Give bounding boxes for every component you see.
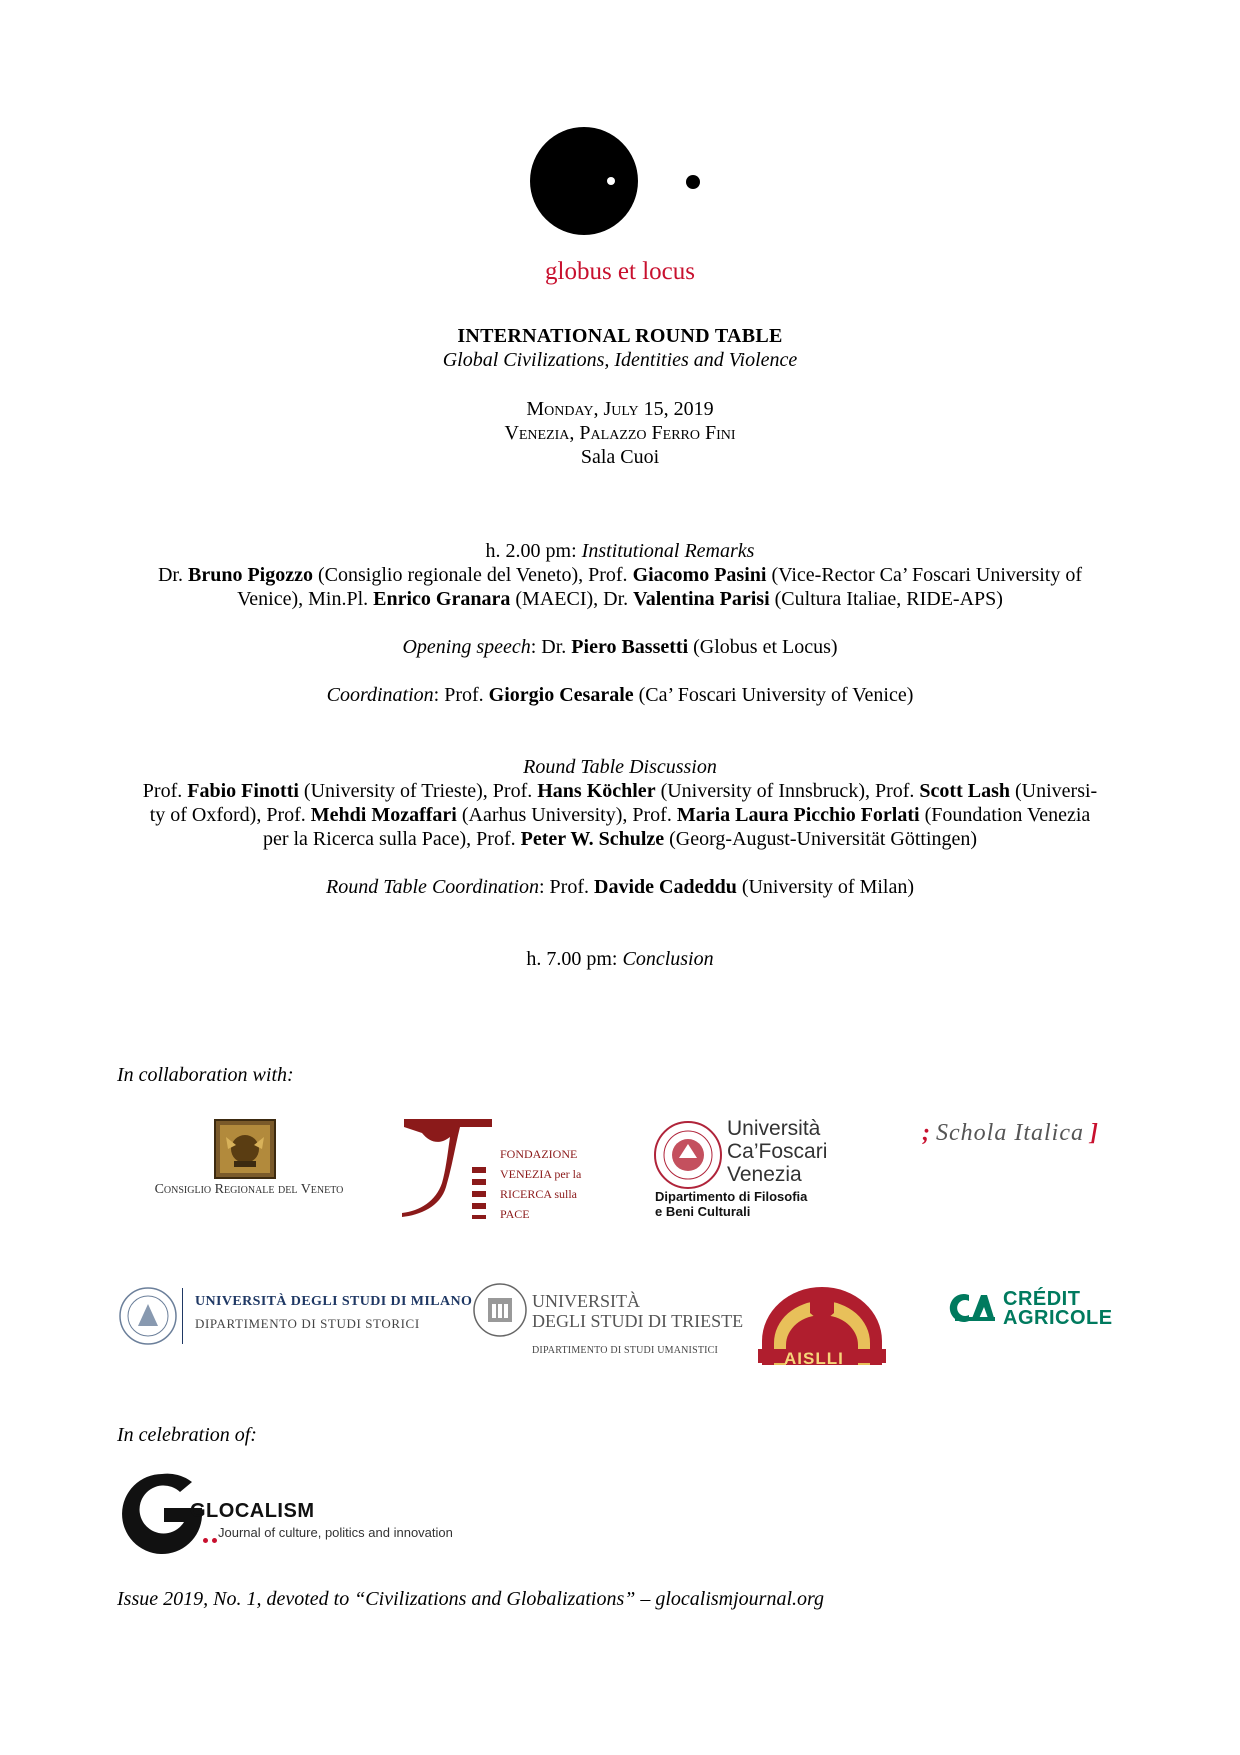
schola-close-mark: ] [1089,1120,1098,1146]
trieste-department: DIPARTIMENTO DI STUDI UMANISTICI [532,1345,719,1356]
red-dot-icon [203,1538,208,1543]
session-institutional [120,539,1120,611]
credit-agricole-wordmark: CRÉDIT AGRICOLE [1003,1288,1113,1329]
collaboration-label: In collaboration with: [117,1064,294,1086]
trieste-wordmark: UNIVERSITÀ DEGLI STUDI DI TRIESTE [532,1291,744,1331]
cafoscari-seal-icon [653,1120,723,1190]
round-table-heading: Round Table Discussion [523,756,717,778]
glocalism-tagline: Journal of culture, politics and innovation [218,1525,453,1540]
issue-line: Issue 2019, No. 1, devoted to “Civilizations and Globalizations” – glocalismjournal.org [117,1588,825,1610]
logo-small-circle [686,175,700,189]
veneto-caption: Consiglio Regionale del Veneto [154,1182,344,1197]
event-room: Sala Cuoi [580,446,660,468]
round-table-line1: Prof. Fabio Finotti (University of Trieste), Prof. Hans Köchler (University of Innsbruck), Prof. Scott Lash (Universi- [142,780,1098,802]
round-table-line2: ty of Oxford), Prof. Mehdi Mozaffari (Aarhus University), Prof. Maria Laura Picchio Forlati (Foundation Venezia [149,804,1091,826]
opening-speech: Opening speech: Dr. Piero Bassetti (Globus et Locus) [402,636,838,658]
event-title: INTERNATIONAL ROUND TABLE [457,325,783,347]
logo-large-circle [530,127,638,235]
fondazione-dove-icon [400,1117,496,1219]
session-heading: h. 2.00 pm: Institutional Remarks [485,540,755,562]
milano-divider [182,1288,183,1344]
schola-italica-logo: ; Schola Italica ] [922,1120,1098,1146]
session-speakers-line2: Venice), Min.Pl. Enrico Granara (MAECI), Dr. Valentina Parisi (Cultura Italiae, RIDE-APS) [237,588,1003,610]
event-date: Monday, July 15, 2019 [526,398,714,420]
brand-name: globus et locus [545,258,695,285]
event-subtitle: Global Civilizations, Identities and Violence [442,349,798,371]
logo-eye-dot [607,177,615,185]
red-dot-icon [212,1538,217,1543]
celebration-label: In celebration of: [117,1424,257,1446]
trieste-seal-icon [472,1282,528,1338]
milano-seal-icon [118,1286,178,1346]
veneto-lion-crest-icon [214,1119,276,1179]
conclusion: h. 7.00 pm: Conclusion [526,948,714,970]
milano-wordmark: UNIVERSITÀ DEGLI STUDI DI MILANO DIPARTIMENTO DI STUDI STORICI [195,1294,473,1331]
fondazione-wordmark: FONDAZIONE VENEZIA per la RICERCA sulla PACE [500,1147,582,1221]
glocalism-dots [203,1530,217,1548]
session-speakers-line1: Dr. Bruno Pigozzo (Consiglio regionale del Veneto), Prof. Giacomo Pasini (Vice-Rector Ca’ Foscari University of [157,564,1082,586]
cafoscari-wordmark: Università Ca’Foscari Venezia [727,1117,828,1186]
event-venue: Venezia, Palazzo Ferro Fini [504,422,736,444]
round-table-coordination: Round Table Coordination: Prof. Davide Cadeddu (University of Milan) [326,876,914,898]
cafoscari-department: Dipartimento di Filosofia e Beni Culturali [655,1189,808,1219]
schola-open-mark: ; [922,1120,930,1146]
glocalism-wordmark: GLOCALISM [190,1500,315,1522]
round-table-discussion [100,755,1140,851]
coordination: Coordination: Prof. Giorgio Cesarale (Ca’ Foscari University of Venice) [326,684,914,706]
credit-agricole-icon [949,1291,995,1325]
globus-et-locus-logo [0,0,1240,260]
aislli-wordmark: AISLLI [784,1349,844,1368]
round-table-line3: per la Ricerca sulla Pace), Prof. Peter W. Schulze (Georg-August-Universität Göttingen) [262,828,978,850]
